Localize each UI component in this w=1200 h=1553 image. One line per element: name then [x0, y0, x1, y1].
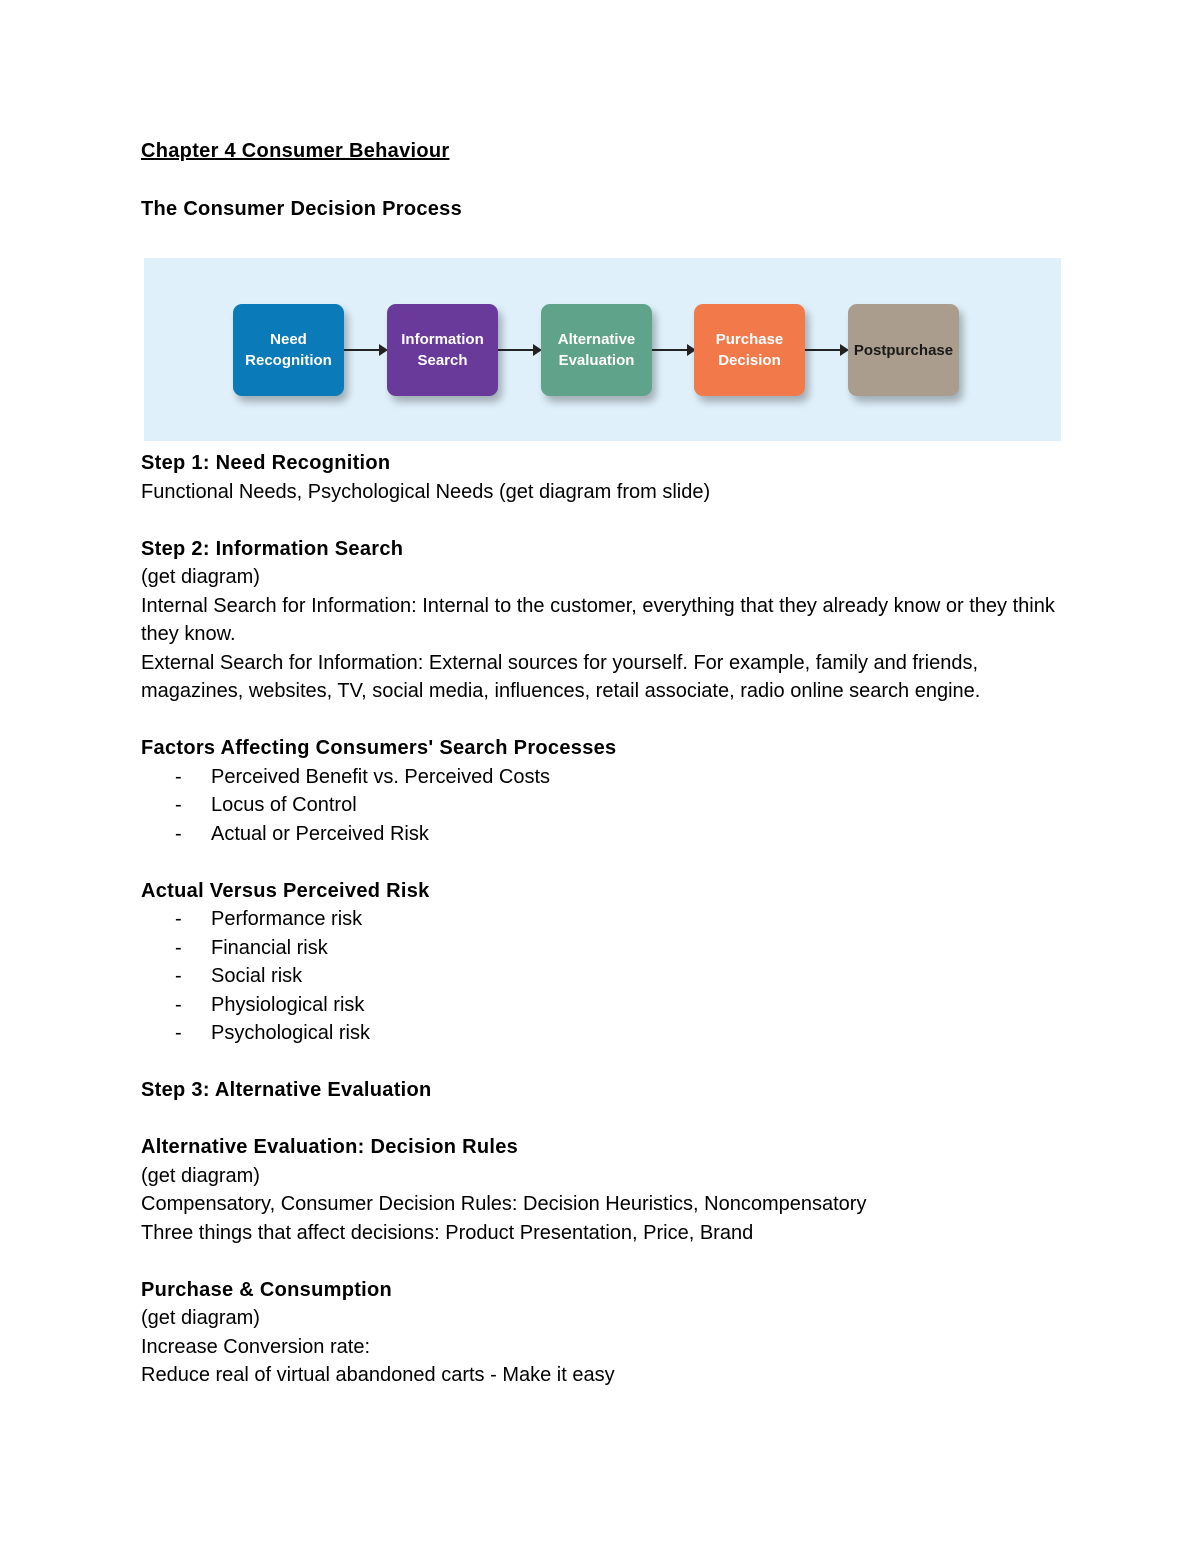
purchase-line2: Increase Conversion rate:: [141, 1335, 371, 1358]
page-title: Chapter 4 Consumer Behaviour: [141, 140, 450, 162]
step1-heading: Step 1: Need Recognition: [141, 452, 391, 474]
list-item: - Locus of Control: [141, 791, 1061, 820]
step3-heading: Step 3: Alternative Evaluation: [141, 1079, 432, 1101]
step-box-postpurchase: Postpurchase: [848, 304, 959, 396]
step2-heading: Step 2: Information Search: [141, 537, 404, 560]
list-item: - Perceived Benefit vs. Perceived Costs: [141, 763, 1061, 792]
list-item: - Performance risk: [141, 905, 1061, 934]
factors-heading: Factors Affecting Consumers' Search Processes: [141, 737, 617, 759]
purchase-line1: (get diagram): [141, 1307, 260, 1329]
arrow-icon: [805, 349, 847, 351]
risk-heading: Actual Versus Perceived Risk: [141, 879, 430, 902]
rules-line1: (get diagram): [141, 1164, 260, 1187]
step-box-purchase-decision: Purchase Decision: [694, 304, 805, 396]
step2-line1: (get diagram): [141, 566, 260, 588]
rules-heading: Alternative Evaluation: Decision Rules: [141, 1136, 519, 1158]
arrow-icon: [498, 349, 540, 351]
list-item: - Physiological risk: [141, 991, 1061, 1020]
list-item: - Financial risk: [141, 934, 1061, 963]
risk-list: [141, 905, 1061, 1048]
list-item: - Actual or Perceived Risk: [141, 820, 1061, 849]
arrow-icon: [652, 349, 694, 351]
rules-line2: Compensatory, Consumer Decision Rules: Decision Heuristics, Noncompensatory: [141, 1193, 867, 1215]
purchase-line3: Reduce real of virtual abandoned carts - Make it easy: [141, 1364, 615, 1386]
step-box-information-search: Information Search: [387, 304, 498, 396]
notes-content: [141, 449, 1061, 1390]
step1-text: Functional Needs, Psychological Needs (get diagram from slide): [141, 480, 711, 503]
arrow-icon: [344, 349, 386, 351]
purchase-heading: Purchase & Consumption: [141, 1278, 393, 1301]
step2-line3: External Search for Information: External sources for yourself. For example, family and friends, magazines, websites, TV, social media, influences, retail associate, radio online search engine.: [141, 651, 981, 702]
step-box-need-recognition: Need Recognition: [233, 304, 344, 396]
factors-list: [141, 763, 1061, 849]
step-box-alternative-evaluation: Alternative Evaluation: [541, 304, 652, 396]
rules-line3: Three things that affect decisions: Product Presentation, Price, Brand: [141, 1221, 754, 1244]
decision-process-diagram: [144, 258, 1061, 441]
list-item: - Psychological risk: [141, 1019, 1061, 1048]
list-item: - Social risk: [141, 962, 1061, 991]
step2-line2: Internal Search for Information: Internal to the customer, everything that they already know or they think they know.: [141, 594, 1055, 645]
section-title: The Consumer Decision Process: [141, 198, 463, 220]
